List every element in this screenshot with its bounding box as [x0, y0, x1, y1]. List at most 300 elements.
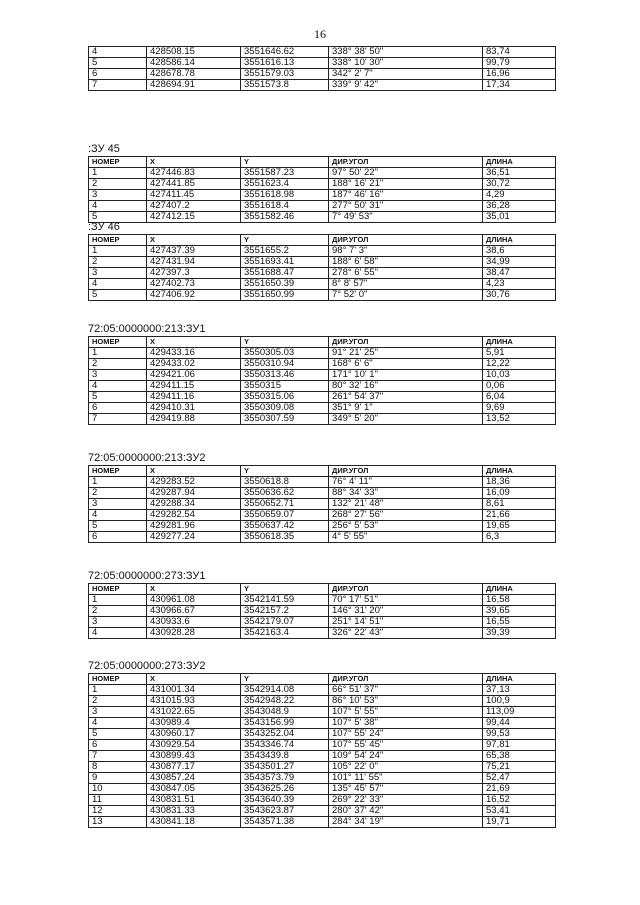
x-coordinate-cell: 431022.65 [147, 707, 241, 718]
y-coordinate-cell: 3550315.06 [241, 392, 329, 403]
y-coordinate-cell: 3550310.94 [241, 359, 329, 370]
column-header-x-coordinate: X [147, 674, 241, 685]
x-coordinate-cell: 430966.67 [147, 606, 241, 617]
direction-angle-cell: 261° 54' 37" [329, 392, 483, 403]
y-coordinate-cell: 3550309.08 [241, 403, 329, 414]
point-number-cell: 4 [89, 628, 147, 639]
length-cell: 52,47 [483, 773, 556, 784]
point-number-cell: 11 [89, 795, 147, 806]
direction-angle-cell: 107° 55' 45" [329, 740, 483, 751]
block-title: :ЗУ 46 [88, 221, 120, 233]
table-row [89, 190, 556, 201]
table-row [89, 740, 556, 751]
x-coordinate-cell: 429433.02 [147, 359, 241, 370]
direction-angle-cell: 146° 31' 20" [329, 606, 483, 617]
length-cell: 30,76 [483, 290, 556, 301]
direction-angle-cell: 251° 14' 51" [329, 617, 483, 628]
length-cell: 75,21 [483, 762, 556, 773]
x-coordinate-cell: 429410.31 [147, 403, 241, 414]
length-cell: 6,3 [483, 532, 556, 543]
direction-angle-cell: 135° 45' 57" [329, 784, 483, 795]
direction-angle-cell: 256° 5' 53" [329, 521, 483, 532]
y-coordinate-cell: 3550618.35 [241, 532, 329, 543]
table-row [89, 477, 556, 488]
length-cell: 35,01 [483, 212, 556, 223]
table-row [89, 729, 556, 740]
point-number-cell: 5 [89, 212, 147, 223]
length-cell: 99,53 [483, 729, 556, 740]
column-header-length: ДЛИНА [483, 466, 556, 477]
column-header-x-coordinate: X [147, 584, 241, 595]
point-number-cell: 13 [89, 817, 147, 828]
point-number-cell: 5 [89, 58, 147, 69]
table-header-row [89, 337, 556, 348]
y-coordinate-cell: 3543640.39 [241, 795, 329, 806]
column-header-y-coordinate: Y [241, 674, 329, 685]
table-row [89, 532, 556, 543]
point-number-cell: 6 [89, 740, 147, 751]
table-row [89, 628, 556, 639]
length-cell: 30,72 [483, 179, 556, 190]
y-coordinate-cell: 3542948.22 [241, 696, 329, 707]
length-cell: 113,09 [483, 707, 556, 718]
coordinate-block-zu45 [88, 143, 555, 223]
point-number-cell: 5 [89, 290, 147, 301]
table-row [89, 595, 556, 606]
point-number-cell: 10 [89, 784, 147, 795]
length-cell: 16,09 [483, 488, 556, 499]
y-coordinate-cell: 3542141.59 [241, 595, 329, 606]
point-number-cell: 1 [89, 168, 147, 179]
direction-angle-cell: 284° 34' 19" [329, 817, 483, 828]
point-number-cell: 8 [89, 762, 147, 773]
length-cell: 18,36 [483, 477, 556, 488]
table-row [89, 606, 556, 617]
point-number-cell: 5 [89, 521, 147, 532]
point-number-cell: 4 [89, 718, 147, 729]
table-row [89, 707, 556, 718]
coordinate-block-273-zu1 [88, 570, 555, 639]
direction-angle-cell: 171° 10' 1" [329, 370, 483, 381]
block-title: 72:05:0000000:273:ЗУ1 [88, 570, 206, 582]
y-coordinate-cell: 3543156.99 [241, 718, 329, 729]
table-row [89, 773, 556, 784]
x-coordinate-cell: 430857.24 [147, 773, 241, 784]
table-row [89, 58, 556, 69]
direction-angle-cell: 339° 9' 42" [329, 80, 483, 91]
column-header-y-coordinate: Y [241, 157, 329, 168]
column-header-y-coordinate: Y [241, 235, 329, 246]
direction-angle-cell: 70° 17' 51" [329, 595, 483, 606]
length-cell: 36,28 [483, 201, 556, 212]
coordinate-table [88, 156, 556, 223]
length-cell: 19,71 [483, 817, 556, 828]
x-coordinate-cell: 430877.17 [147, 762, 241, 773]
length-cell: 5,91 [483, 348, 556, 359]
point-number-cell: 4 [89, 201, 147, 212]
y-coordinate-cell: 3550618.8 [241, 477, 329, 488]
x-coordinate-cell: 427431.94 [147, 257, 241, 268]
direction-angle-cell: 349° 5' 20" [329, 414, 483, 425]
point-number-cell: 3 [89, 707, 147, 718]
direction-angle-cell: 268° 27' 56" [329, 510, 483, 521]
table-row [89, 381, 556, 392]
table-header-row [89, 466, 556, 477]
y-coordinate-cell: 3542179.07 [241, 617, 329, 628]
column-header-x-coordinate: X [147, 337, 241, 348]
x-coordinate-cell: 430960.17 [147, 729, 241, 740]
column-header-direction-angle: ДИР.УГОЛ [329, 337, 483, 348]
y-coordinate-cell: 3550659.07 [241, 510, 329, 521]
length-cell: 16,55 [483, 617, 556, 628]
table-row [89, 69, 556, 80]
x-coordinate-cell: 429419.88 [147, 414, 241, 425]
point-number-cell: 7 [89, 414, 147, 425]
table-row [89, 246, 556, 257]
length-cell: 53,41 [483, 806, 556, 817]
direction-angle-cell: 97° 50' 22" [329, 168, 483, 179]
column-header-y-coordinate: Y [241, 466, 329, 477]
direction-angle-cell: 80° 32' 16" [329, 381, 483, 392]
column-header-length: ДЛИНА [483, 674, 556, 685]
table-row [89, 257, 556, 268]
length-cell: 16,58 [483, 595, 556, 606]
block-title: 72:05:0000000:213:ЗУ1 [88, 323, 206, 335]
column-header-length: ДЛИНА [483, 157, 556, 168]
point-number-cell: 3 [89, 370, 147, 381]
point-number-cell: 1 [89, 685, 147, 696]
x-coordinate-cell: 430961.08 [147, 595, 241, 606]
column-header-direction-angle: ДИР.УГОЛ [329, 235, 483, 246]
table-row [89, 370, 556, 381]
y-coordinate-cell: 3551582.46 [241, 212, 329, 223]
table-row [89, 359, 556, 370]
length-cell: 83,74 [483, 47, 556, 58]
y-coordinate-cell: 3551623.4 [241, 179, 329, 190]
column-header-y-coordinate: Y [241, 584, 329, 595]
direction-angle-cell: 109° 54' 24" [329, 751, 483, 762]
length-cell: 16,96 [483, 69, 556, 80]
x-coordinate-cell: 430847.05 [147, 784, 241, 795]
y-coordinate-cell: 3551646.62 [241, 47, 329, 58]
y-coordinate-cell: 3543048.9 [241, 707, 329, 718]
x-coordinate-cell: 427406.92 [147, 290, 241, 301]
point-number-cell: 7 [89, 80, 147, 91]
point-number-cell: 3 [89, 499, 147, 510]
table-header-row [89, 584, 556, 595]
coordinate-block-213-zu1 [88, 323, 555, 425]
length-cell: 38,47 [483, 268, 556, 279]
x-coordinate-cell: 427412.15 [147, 212, 241, 223]
column-header-point-number: НОМЕР [89, 674, 147, 685]
block-title: 72:05:0000000:213:ЗУ2 [88, 452, 206, 464]
table-row [89, 414, 556, 425]
x-coordinate-cell: 431001.34 [147, 685, 241, 696]
y-coordinate-cell: 3550305.03 [241, 348, 329, 359]
direction-angle-cell: 188° 6' 58" [329, 257, 483, 268]
y-coordinate-cell: 3543439.8 [241, 751, 329, 762]
x-coordinate-cell: 429277.24 [147, 532, 241, 543]
length-cell: 4,29 [483, 190, 556, 201]
table-row [89, 168, 556, 179]
point-number-cell: 3 [89, 617, 147, 628]
direction-angle-cell: 107° 5' 38" [329, 718, 483, 729]
x-coordinate-cell: 428678.78 [147, 69, 241, 80]
point-number-cell: 2 [89, 488, 147, 499]
x-coordinate-cell: 427407.2 [147, 201, 241, 212]
direction-angle-cell: 338° 38' 50" [329, 47, 483, 58]
table-row [89, 510, 556, 521]
length-cell: 99,79 [483, 58, 556, 69]
direction-angle-cell: 8° 8' 57" [329, 279, 483, 290]
table-row [89, 201, 556, 212]
y-coordinate-cell: 3551579.03 [241, 69, 329, 80]
column-header-length: ДЛИНА [483, 235, 556, 246]
direction-angle-cell: 105° 22' 0" [329, 762, 483, 773]
table-row [89, 685, 556, 696]
y-coordinate-cell: 3543623.87 [241, 806, 329, 817]
length-cell: 36,51 [483, 168, 556, 179]
y-coordinate-cell: 3542914.08 [241, 685, 329, 696]
x-coordinate-cell: 427437.39 [147, 246, 241, 257]
coordinate-table [88, 234, 556, 301]
table-header-row [89, 157, 556, 168]
page-number: 16 [314, 27, 326, 41]
table-row [89, 179, 556, 190]
point-number-cell: 6 [89, 403, 147, 414]
x-coordinate-cell: 427446.83 [147, 168, 241, 179]
direction-angle-cell: 98° 7' 3" [329, 246, 483, 257]
length-cell: 65,38 [483, 751, 556, 762]
point-number-cell: 1 [89, 348, 147, 359]
direction-angle-cell: 280° 37' 42" [329, 806, 483, 817]
coordinate-block-zu46 [88, 221, 555, 301]
coordinate-table [88, 673, 556, 828]
direction-angle-cell: 66° 51' 37" [329, 685, 483, 696]
table-row [89, 696, 556, 707]
y-coordinate-cell: 3551693.41 [241, 257, 329, 268]
direction-angle-cell: 4° 5' 55" [329, 532, 483, 543]
y-coordinate-cell: 3551650.39 [241, 279, 329, 290]
x-coordinate-cell: 429283.52 [147, 477, 241, 488]
table-row [89, 718, 556, 729]
x-coordinate-cell: 429281.96 [147, 521, 241, 532]
x-coordinate-cell: 427402.73 [147, 279, 241, 290]
direction-angle-cell: 7° 52' 0" [329, 290, 483, 301]
direction-angle-cell: 101° 11' 55" [329, 773, 483, 784]
coordinate-block-213-zu2 [88, 452, 555, 543]
table-row [89, 795, 556, 806]
table-row [89, 348, 556, 359]
point-number-cell: 2 [89, 606, 147, 617]
coordinate-table [88, 46, 556, 91]
y-coordinate-cell: 3543501.27 [241, 762, 329, 773]
direction-angle-cell: 107° 55' 24" [329, 729, 483, 740]
table-row [89, 80, 556, 91]
column-header-x-coordinate: X [147, 466, 241, 477]
table-header-row [89, 674, 556, 685]
x-coordinate-cell: 430989.4 [147, 718, 241, 729]
direction-angle-cell: 86° 10' 53" [329, 696, 483, 707]
y-coordinate-cell: 3550637.42 [241, 521, 329, 532]
x-coordinate-cell: 429282.54 [147, 510, 241, 521]
y-coordinate-cell: 3543625.26 [241, 784, 329, 795]
coordinate-table [88, 465, 556, 543]
length-cell: 38,6 [483, 246, 556, 257]
table-row [89, 499, 556, 510]
column-header-x-coordinate: X [147, 235, 241, 246]
x-coordinate-cell: 427411.45 [147, 190, 241, 201]
y-coordinate-cell: 3542157.2 [241, 606, 329, 617]
x-coordinate-cell: 429411.15 [147, 381, 241, 392]
length-cell: 9,69 [483, 403, 556, 414]
x-coordinate-cell: 430831.33 [147, 806, 241, 817]
direction-angle-cell: 277° 50' 31" [329, 201, 483, 212]
column-header-direction-angle: ДИР.УГОЛ [329, 466, 483, 477]
x-coordinate-cell: 430928.28 [147, 628, 241, 639]
x-coordinate-cell: 428508.15 [147, 47, 241, 58]
table-row [89, 403, 556, 414]
length-cell: 21,66 [483, 510, 556, 521]
y-coordinate-cell: 3543346.74 [241, 740, 329, 751]
x-coordinate-cell: 430929.54 [147, 740, 241, 751]
x-coordinate-cell: 428694.91 [147, 80, 241, 91]
length-cell: 4,23 [483, 279, 556, 290]
point-number-cell: 4 [89, 279, 147, 290]
length-cell: 97,81 [483, 740, 556, 751]
direction-angle-cell: 132° 21' 48" [329, 499, 483, 510]
point-number-cell: 2 [89, 179, 147, 190]
length-cell: 34,99 [483, 257, 556, 268]
point-number-cell: 2 [89, 359, 147, 370]
y-coordinate-cell: 3543571.38 [241, 817, 329, 828]
coordinate-block-continued [88, 46, 555, 91]
direction-angle-cell: 338° 10' 30" [329, 58, 483, 69]
length-cell: 8,61 [483, 499, 556, 510]
y-coordinate-cell: 3550652.71 [241, 499, 329, 510]
length-cell: 12,22 [483, 359, 556, 370]
y-coordinate-cell: 3550313.46 [241, 370, 329, 381]
table-row [89, 806, 556, 817]
table-row [89, 617, 556, 628]
table-row [89, 488, 556, 499]
coordinate-table [88, 336, 556, 425]
direction-angle-cell: 107° 5' 55" [329, 707, 483, 718]
point-number-cell: 4 [89, 381, 147, 392]
table-row [89, 290, 556, 301]
length-cell: 39,39 [483, 628, 556, 639]
x-coordinate-cell: 429411.16 [147, 392, 241, 403]
coordinate-table [88, 583, 556, 639]
point-number-cell: 1 [89, 595, 147, 606]
x-coordinate-cell: 427441.85 [147, 179, 241, 190]
length-cell: 37,13 [483, 685, 556, 696]
direction-angle-cell: 91° 21' 25" [329, 348, 483, 359]
table-row [89, 751, 556, 762]
table-row [89, 279, 556, 290]
y-coordinate-cell: 3551618.4 [241, 201, 329, 212]
y-coordinate-cell: 3551655.2 [241, 246, 329, 257]
length-cell: 17,34 [483, 80, 556, 91]
point-number-cell: 3 [89, 268, 147, 279]
direction-angle-cell: 342° 2' 7" [329, 69, 483, 80]
x-coordinate-cell: 430831.51 [147, 795, 241, 806]
y-coordinate-cell: 3551618.98 [241, 190, 329, 201]
point-number-cell: 1 [89, 477, 147, 488]
column-header-length: ДЛИНА [483, 337, 556, 348]
column-header-direction-angle: ДИР.УГОЛ [329, 584, 483, 595]
point-number-cell: 6 [89, 69, 147, 80]
y-coordinate-cell: 3551587.23 [241, 168, 329, 179]
length-cell: 21,69 [483, 784, 556, 795]
table-row [89, 47, 556, 58]
direction-angle-cell: 278° 6' 55" [329, 268, 483, 279]
direction-angle-cell: 187° 46' 16" [329, 190, 483, 201]
point-number-cell: 1 [89, 246, 147, 257]
column-header-point-number: НОМЕР [89, 157, 147, 168]
column-header-y-coordinate: Y [241, 337, 329, 348]
length-cell: 0,06 [483, 381, 556, 392]
y-coordinate-cell: 3551650.99 [241, 290, 329, 301]
x-coordinate-cell: 431015.93 [147, 696, 241, 707]
x-coordinate-cell: 427397.3 [147, 268, 241, 279]
point-number-cell: 3 [89, 190, 147, 201]
length-cell: 39,65 [483, 606, 556, 617]
block-title: :ЗУ 45 [88, 143, 120, 155]
y-coordinate-cell: 3550315 [241, 381, 329, 392]
column-header-direction-angle: ДИР.УГОЛ [329, 674, 483, 685]
column-header-point-number: НОМЕР [89, 584, 147, 595]
point-number-cell: 12 [89, 806, 147, 817]
table-row [89, 817, 556, 828]
column-header-x-coordinate: X [147, 157, 241, 168]
x-coordinate-cell: 429288.34 [147, 499, 241, 510]
x-coordinate-cell: 430933.6 [147, 617, 241, 628]
y-coordinate-cell: 3551616.13 [241, 58, 329, 69]
table-row [89, 521, 556, 532]
table-row [89, 268, 556, 279]
y-coordinate-cell: 3550307.59 [241, 414, 329, 425]
y-coordinate-cell: 3543252.04 [241, 729, 329, 740]
y-coordinate-cell: 3543573.79 [241, 773, 329, 784]
point-number-cell: 4 [89, 510, 147, 521]
direction-angle-cell: 269° 22' 33" [329, 795, 483, 806]
column-header-length: ДЛИНА [483, 584, 556, 595]
length-cell: 10,03 [483, 370, 556, 381]
point-number-cell: 2 [89, 696, 147, 707]
direction-angle-cell: 168° 6' 6" [329, 359, 483, 370]
column-header-point-number: НОМЕР [89, 235, 147, 246]
table-row [89, 784, 556, 795]
table-row [89, 762, 556, 773]
length-cell: 100,9 [483, 696, 556, 707]
point-number-cell: 6 [89, 532, 147, 543]
point-number-cell: 5 [89, 392, 147, 403]
column-header-direction-angle: ДИР.УГОЛ [329, 157, 483, 168]
table-row [89, 392, 556, 403]
direction-angle-cell: 7° 49' 53" [329, 212, 483, 223]
x-coordinate-cell: 429287.94 [147, 488, 241, 499]
length-cell: 19,65 [483, 521, 556, 532]
y-coordinate-cell: 3551688.47 [241, 268, 329, 279]
table-header-row [89, 235, 556, 246]
direction-angle-cell: 351° 9' 1" [329, 403, 483, 414]
column-header-point-number: НОМЕР [89, 337, 147, 348]
length-cell: 13,52 [483, 414, 556, 425]
direction-angle-cell: 188° 16' 21" [329, 179, 483, 190]
point-number-cell: 2 [89, 257, 147, 268]
y-coordinate-cell: 3551573.8 [241, 80, 329, 91]
